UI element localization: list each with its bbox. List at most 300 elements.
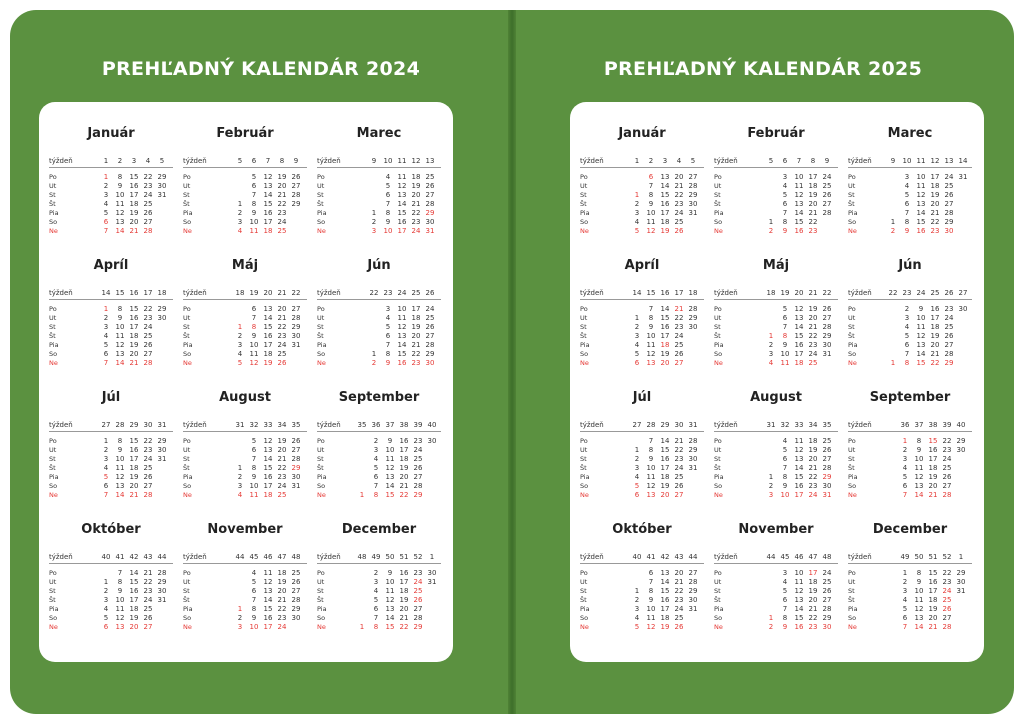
day-number: 30 [688, 323, 698, 331]
day-row [580, 332, 704, 341]
day-number: 26 [822, 191, 832, 199]
day-number: 11 [914, 596, 924, 604]
day-number: 4 [782, 578, 788, 586]
day-number: 17 [263, 218, 273, 226]
day-number: 2 [103, 587, 109, 595]
day-row [848, 341, 972, 350]
day-row [49, 464, 173, 473]
day-number: 27 [822, 200, 832, 208]
day-row [183, 341, 307, 350]
day-row [580, 614, 704, 623]
day-number: 22 [143, 173, 153, 181]
day-number: 19 [263, 359, 273, 367]
day-number: 23 [277, 332, 287, 340]
week-number: 44 [766, 553, 776, 561]
week-number: 21 [808, 289, 818, 297]
day-label: Po [183, 569, 191, 577]
day-number: 20 [674, 569, 684, 577]
month-block [714, 390, 838, 510]
day-number: 14 [916, 209, 926, 217]
week-number: 44 [235, 553, 245, 561]
day-row [183, 191, 307, 200]
day-number: 29 [157, 173, 167, 181]
day-number: 8 [373, 491, 379, 499]
months-grid [580, 126, 980, 656]
day-row [49, 218, 173, 227]
day-number: 17 [660, 332, 670, 340]
day-number: 1 [359, 623, 365, 631]
day-number: 30 [956, 446, 966, 454]
day-number: 31 [822, 350, 832, 358]
day-number: 16 [660, 596, 670, 604]
day-number: 29 [413, 491, 423, 499]
day-row [580, 491, 704, 500]
week-number: 35 [822, 421, 832, 429]
day-number: 17 [660, 605, 670, 613]
day-row [580, 446, 704, 455]
day-number: 10 [646, 332, 656, 340]
month-block [183, 258, 307, 378]
day-row [317, 437, 441, 446]
day-label: Št [317, 200, 324, 208]
week-number: 39 [413, 421, 423, 429]
day-label: So [317, 350, 326, 358]
day-number: 22 [277, 323, 287, 331]
day-number: 13 [385, 473, 395, 481]
day-number: 30 [291, 332, 301, 340]
day-number: 13 [660, 569, 670, 577]
day-number: 10 [383, 227, 393, 235]
day-label: Po [714, 305, 722, 313]
day-number: 6 [782, 314, 788, 322]
day-label: Po [49, 305, 57, 313]
day-number: 18 [660, 341, 670, 349]
day-number: 29 [157, 578, 167, 586]
day-number: 23 [944, 305, 954, 313]
day-number: 16 [916, 227, 926, 235]
week-number: 47 [277, 553, 287, 561]
day-number: 15 [263, 200, 273, 208]
day-number: 19 [277, 437, 287, 445]
day-row [49, 227, 173, 236]
month-name: September [338, 390, 420, 405]
day-number: 31 [157, 455, 167, 463]
week-number: 5 [159, 157, 165, 165]
day-number: 19 [129, 614, 139, 622]
day-row [317, 491, 441, 500]
week-number: 15 [115, 289, 125, 297]
day-row [49, 596, 173, 605]
day-number: 17 [794, 491, 804, 499]
day-number: 1 [902, 437, 908, 445]
day-number: 22 [143, 578, 153, 586]
day-number: 12 [916, 332, 926, 340]
day-number: 13 [385, 605, 395, 613]
day-number: 29 [291, 464, 301, 472]
day-number: 4 [237, 491, 243, 499]
day-number: 8 [782, 332, 788, 340]
day-number: 7 [904, 350, 910, 358]
day-label: Ne [317, 623, 326, 631]
day-label: Ut [317, 578, 325, 586]
day-number: 8 [648, 314, 654, 322]
day-label: So [580, 350, 589, 358]
month-name: Júl [632, 390, 652, 405]
day-number: 10 [385, 446, 395, 454]
day-number: 11 [397, 314, 407, 322]
day-number: 12 [914, 473, 924, 481]
day-row [848, 359, 972, 368]
day-number: 15 [385, 491, 395, 499]
day-number: 12 [115, 341, 125, 349]
day-label: So [183, 218, 192, 226]
day-number: 14 [129, 569, 139, 577]
day-number: 18 [660, 218, 670, 226]
day-number: 10 [249, 218, 259, 226]
day-number: 12 [397, 323, 407, 331]
day-number: 17 [129, 191, 139, 199]
day-number: 4 [373, 587, 379, 595]
day-number: 28 [822, 464, 832, 472]
day-number: 12 [646, 623, 656, 631]
day-label: Št [317, 596, 324, 604]
day-number: 2 [103, 314, 109, 322]
day-row [317, 446, 441, 455]
day-number: 26 [291, 173, 301, 181]
day-number: 6 [251, 305, 257, 313]
day-row [848, 473, 972, 482]
day-number: 17 [129, 596, 139, 604]
day-number: 27 [291, 446, 301, 454]
week-header [317, 421, 441, 432]
day-label: So [580, 482, 589, 490]
day-number: 25 [822, 182, 832, 190]
day-number: 5 [634, 623, 640, 631]
day-row [580, 350, 704, 359]
day-number: 15 [129, 305, 139, 313]
day-number: 16 [129, 446, 139, 454]
day-number: 19 [808, 305, 818, 313]
day-number: 13 [263, 446, 273, 454]
day-number: 3 [103, 455, 109, 463]
day-number: 29 [822, 473, 832, 481]
day-row [317, 173, 441, 182]
day-number: 1 [768, 614, 774, 622]
day-label: So [183, 350, 192, 358]
day-number: 26 [143, 473, 153, 481]
day-number: 3 [237, 623, 243, 631]
day-label: Ut [49, 446, 57, 454]
day-row [317, 614, 441, 623]
day-label: Št [183, 596, 190, 604]
day-number: 28 [688, 305, 698, 313]
day-number: 28 [143, 491, 153, 499]
day-number: 9 [782, 623, 788, 631]
day-number: 16 [129, 314, 139, 322]
day-label: Pia [848, 473, 858, 481]
day-label: Ne [714, 491, 723, 499]
day-label: Ne [183, 359, 192, 367]
day-number: 24 [277, 218, 287, 226]
day-row [317, 218, 441, 227]
day-row [580, 182, 704, 191]
day-number: 7 [117, 569, 123, 577]
day-label: Po [714, 173, 722, 181]
day-number: 27 [822, 314, 832, 322]
day-number: 18 [928, 596, 938, 604]
day-number: 25 [143, 605, 153, 613]
day-number: 3 [634, 209, 640, 217]
day-number: 11 [249, 350, 259, 358]
day-number: 31 [427, 578, 437, 586]
day-label: St [49, 587, 56, 595]
day-number: 18 [399, 455, 409, 463]
day-number: 2 [634, 323, 640, 331]
day-number: 7 [251, 596, 257, 604]
day-number: 20 [277, 305, 287, 313]
day-row [49, 209, 173, 218]
day-number: 12 [263, 173, 273, 181]
day-number: 11 [646, 341, 656, 349]
calendar-card [570, 102, 984, 662]
day-row [848, 437, 972, 446]
day-label: St [714, 323, 721, 331]
week-number: 41 [646, 553, 656, 561]
day-row [848, 227, 972, 236]
day-row [183, 182, 307, 191]
day-number: 30 [425, 218, 435, 226]
day-number: 23 [277, 209, 287, 217]
day-number: 13 [660, 173, 670, 181]
day-row [317, 323, 441, 332]
day-number: 13 [646, 491, 656, 499]
day-label: Po [49, 173, 57, 181]
day-row [49, 614, 173, 623]
month-name: December [872, 522, 948, 537]
day-number: 27 [688, 569, 698, 577]
day-number: 22 [808, 332, 818, 340]
day-row [317, 482, 441, 491]
day-number: 14 [397, 341, 407, 349]
day-label: So [49, 482, 58, 490]
week-number: 28 [115, 421, 125, 429]
day-row [317, 332, 441, 341]
day-label: Pia [49, 605, 59, 613]
day-number: 25 [413, 587, 423, 595]
day-number: 19 [399, 596, 409, 604]
day-number: 8 [648, 191, 654, 199]
day-number: 16 [928, 446, 938, 454]
day-number: 23 [808, 482, 818, 490]
day-number: 25 [413, 455, 423, 463]
day-label: Po [580, 305, 588, 313]
day-number: 11 [794, 182, 804, 190]
day-number: 8 [117, 173, 123, 181]
week-number: 29 [660, 421, 670, 429]
day-row [848, 482, 972, 491]
day-number: 12 [115, 473, 125, 481]
day-number: 24 [413, 446, 423, 454]
day-number: 12 [914, 605, 924, 613]
day-label: St [848, 323, 855, 331]
day-number: 17 [660, 209, 670, 217]
day-number: 15 [660, 587, 670, 595]
day-label: Pia [183, 341, 193, 349]
day-label: St [848, 191, 855, 199]
day-label: Ut [714, 182, 722, 190]
week-number: 31 [688, 421, 698, 429]
week-number: 14 [958, 157, 968, 165]
day-number: 24 [942, 587, 952, 595]
day-number: 9 [904, 227, 910, 235]
week-label: týždeň [49, 421, 73, 429]
day-number: 8 [251, 464, 257, 472]
day-number: 30 [822, 623, 832, 631]
day-number: 21 [129, 491, 139, 499]
week-header [183, 289, 307, 300]
week-number: 46 [794, 553, 804, 561]
day-label: So [848, 218, 857, 226]
day-number: 22 [143, 437, 153, 445]
day-number: 20 [808, 455, 818, 463]
week-header [317, 553, 441, 564]
day-number: 18 [808, 437, 818, 445]
day-label: Ut [714, 314, 722, 322]
day-number: 23 [143, 314, 153, 322]
day-number: 9 [782, 482, 788, 490]
day-number: 24 [674, 464, 684, 472]
day-number: 2 [237, 332, 243, 340]
week-number: 30 [674, 421, 684, 429]
day-row [317, 464, 441, 473]
day-row [714, 323, 838, 332]
week-number: 7 [265, 157, 271, 165]
day-number: 5 [634, 482, 640, 490]
day-number: 12 [115, 614, 125, 622]
month-block [49, 522, 173, 642]
day-row [183, 209, 307, 218]
day-row [714, 341, 838, 350]
month-block [49, 258, 173, 378]
day-number: 21 [399, 482, 409, 490]
day-label: Ne [580, 227, 589, 235]
day-row [848, 218, 972, 227]
day-number: 7 [373, 482, 379, 490]
day-row [714, 623, 838, 632]
day-number: 4 [103, 200, 109, 208]
week-header [317, 157, 441, 168]
day-number: 12 [263, 437, 273, 445]
day-label: Pia [714, 473, 724, 481]
day-label: Po [848, 305, 856, 313]
day-row [317, 473, 441, 482]
day-number: 31 [958, 173, 968, 181]
day-number: 8 [117, 305, 123, 313]
day-number: 16 [129, 182, 139, 190]
day-number: 8 [251, 200, 257, 208]
day-number: 26 [822, 305, 832, 313]
day-number: 10 [780, 350, 790, 358]
day-label: St [580, 191, 587, 199]
day-label: Ut [580, 578, 588, 586]
day-number: 2 [768, 482, 774, 490]
day-number: 17 [263, 341, 273, 349]
day-row [714, 578, 838, 587]
day-row [714, 437, 838, 446]
week-number: 18 [688, 289, 698, 297]
month-block [714, 258, 838, 378]
day-number: 29 [688, 587, 698, 595]
day-number: 21 [674, 182, 684, 190]
day-number: 14 [916, 350, 926, 358]
week-number: 1 [634, 157, 640, 165]
month-block [49, 126, 173, 246]
week-header [714, 553, 838, 564]
day-row [183, 614, 307, 623]
day-label: So [183, 614, 192, 622]
day-number: 22 [674, 191, 684, 199]
day-row [49, 446, 173, 455]
day-number: 9 [648, 323, 654, 331]
day-number: 25 [674, 218, 684, 226]
week-number: 31 [235, 421, 245, 429]
day-number: 22 [674, 446, 684, 454]
day-number: 24 [674, 332, 684, 340]
day-number: 1 [890, 218, 896, 226]
day-label: Ut [580, 446, 588, 454]
day-number: 20 [411, 332, 421, 340]
day-number: 1 [237, 605, 243, 613]
month-name: Apríl [624, 258, 660, 273]
day-number: 29 [425, 209, 435, 217]
day-number: 19 [808, 587, 818, 595]
day-number: 22 [399, 623, 409, 631]
day-row [49, 305, 173, 314]
day-number: 31 [688, 464, 698, 472]
day-row [183, 446, 307, 455]
day-label: So [714, 218, 723, 226]
day-label: Po [317, 437, 325, 445]
day-number: 8 [385, 209, 391, 217]
day-number: 29 [688, 446, 698, 454]
week-number: 7 [796, 157, 802, 165]
week-number: 43 [143, 553, 153, 561]
day-number: 21 [808, 209, 818, 217]
day-number: 16 [660, 200, 670, 208]
day-number: 20 [660, 359, 670, 367]
day-number: 3 [103, 191, 109, 199]
day-number: 19 [660, 227, 670, 235]
day-label: Št [183, 332, 190, 340]
day-number: 3 [902, 587, 908, 595]
day-number: 24 [808, 350, 818, 358]
day-number: 4 [634, 218, 640, 226]
day-number: 10 [249, 482, 259, 490]
day-number: 4 [782, 182, 788, 190]
day-number: 10 [780, 491, 790, 499]
day-row [848, 464, 972, 473]
day-number: 26 [413, 596, 423, 604]
day-label: Po [183, 437, 191, 445]
day-row [580, 464, 704, 473]
day-number: 25 [944, 182, 954, 190]
week-number: 47 [808, 553, 818, 561]
day-number: 28 [291, 314, 301, 322]
week-number: 23 [383, 289, 393, 297]
day-number: 28 [688, 182, 698, 190]
day-row [848, 455, 972, 464]
day-row [580, 437, 704, 446]
